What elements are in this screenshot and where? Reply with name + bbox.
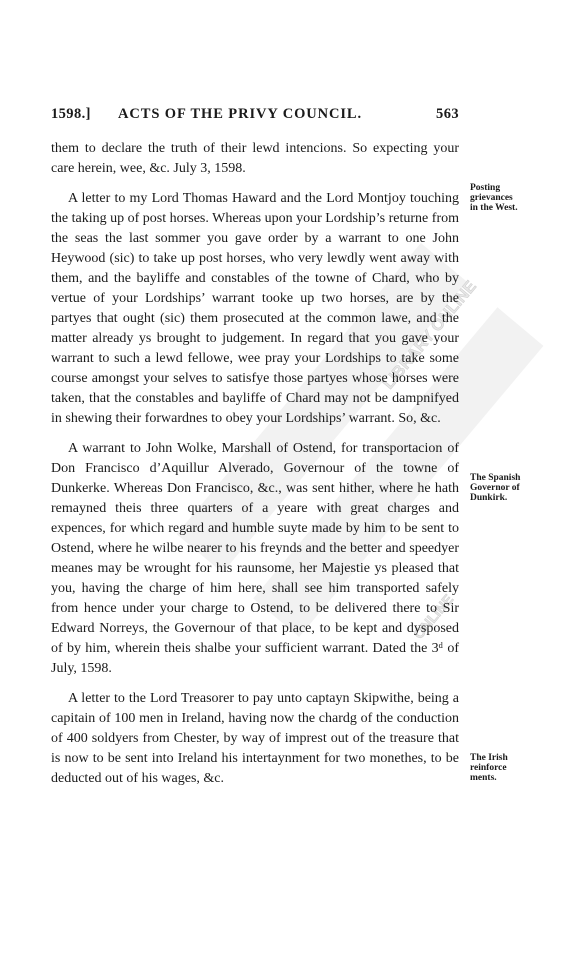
header-year: 1598.] (51, 106, 91, 122)
margin-note-line: Dunkirk. (470, 493, 508, 503)
margin-note-line: grievances (470, 193, 513, 203)
margin-note-spanish-governor (470, 473, 560, 503)
margin-note-line: Posting (470, 183, 501, 193)
margin-note-line: ments. (470, 773, 497, 783)
paragraph-ostend-warrant: A warrant to John Wolke, Marshall of Ostend, for transportacion of Don Francisco d’Aquillur Alverado, Governour of the towne of Dunkerke. Whereas Don Francisco, &c., was sent hither, where he hath remayned theis three quarters of a yeare with great charges and expences, for which regard and humble suyte made by him to be sent to Ostend, where he wilbe nearer to his freynds and the better and speedyer meanes may be wrought for his raunsome, her Majestie ys pleased that you, having the charge of him here, shall see him transported safely from hence under your charge to Ostend, to be delivered there to Sir Edward Norreys, the Governour of that place, to be kept and dysposed of by him, wherein theis shalbe your sufficient warrant. Dated the 3ᵈ of July, 1598. (51, 441, 459, 676)
paragraph-irish-reinforcements: A letter to the Lord Treasorer to pay unto captayn Skipwithe, being a capitain of 100 men in Ireland, having now the chardg of the conduction of 400 soldyers from Chester, by way of imprest out of the treasure that is now to be sent into Ireland his intertaynment for two monethes, to be deducted out of his wages, &c. (51, 691, 459, 786)
watermark-text-lower: ONLINE (410, 591, 457, 642)
header-title: ACTS OF THE PRIVY COUNCIL. (118, 106, 363, 122)
margin-note-line: The Irish (470, 753, 508, 763)
paragraph-continuation: them to declare the truth of their lewd intencions. So expecting your care herein, wee, &c. July 3, 1598. (51, 141, 459, 176)
margin-note-line: The Spanish (470, 473, 521, 483)
margin-note-irish (470, 753, 560, 783)
margin-note-line: Governor of (470, 483, 520, 493)
watermark-text-upper: LIBRARY ONLINE (380, 278, 480, 393)
running-header (51, 106, 459, 126)
body-text (51, 139, 459, 799)
margin-note-line: reinforce (470, 763, 507, 773)
page-number: 563 (436, 106, 459, 122)
paragraph-post-horses: A letter to my Lord Thomas Haward and the Lord Montjoy touching the taking up of post horses. Whereas upon your Lordship’s returne from the seas the last sommer you gave order by a warrant to one John Heywood (sic) to take up post horses, who very lewdly went away with them, and the bayliffe and constables of the towne of Chard, who by vertue of your Lordships’ warrant tooke up two horses, are by the partyes that ought (sic) them prosecuted at the common lawe, and the matter already ys brought to judgement. In regard that you gave your warrant to such a lewd fellowe, wee pray your Lordships to take some course amongst your selves to satisfye those partyes whose horses were taken, that the constables and bayliffe of Chard may not be dampnifyed in shewing their forwardnes to obey your Lordships’ warrant. So, &c. (51, 191, 459, 426)
margin-note-posting (470, 183, 560, 213)
margin-note-line: in the West. (470, 203, 518, 213)
